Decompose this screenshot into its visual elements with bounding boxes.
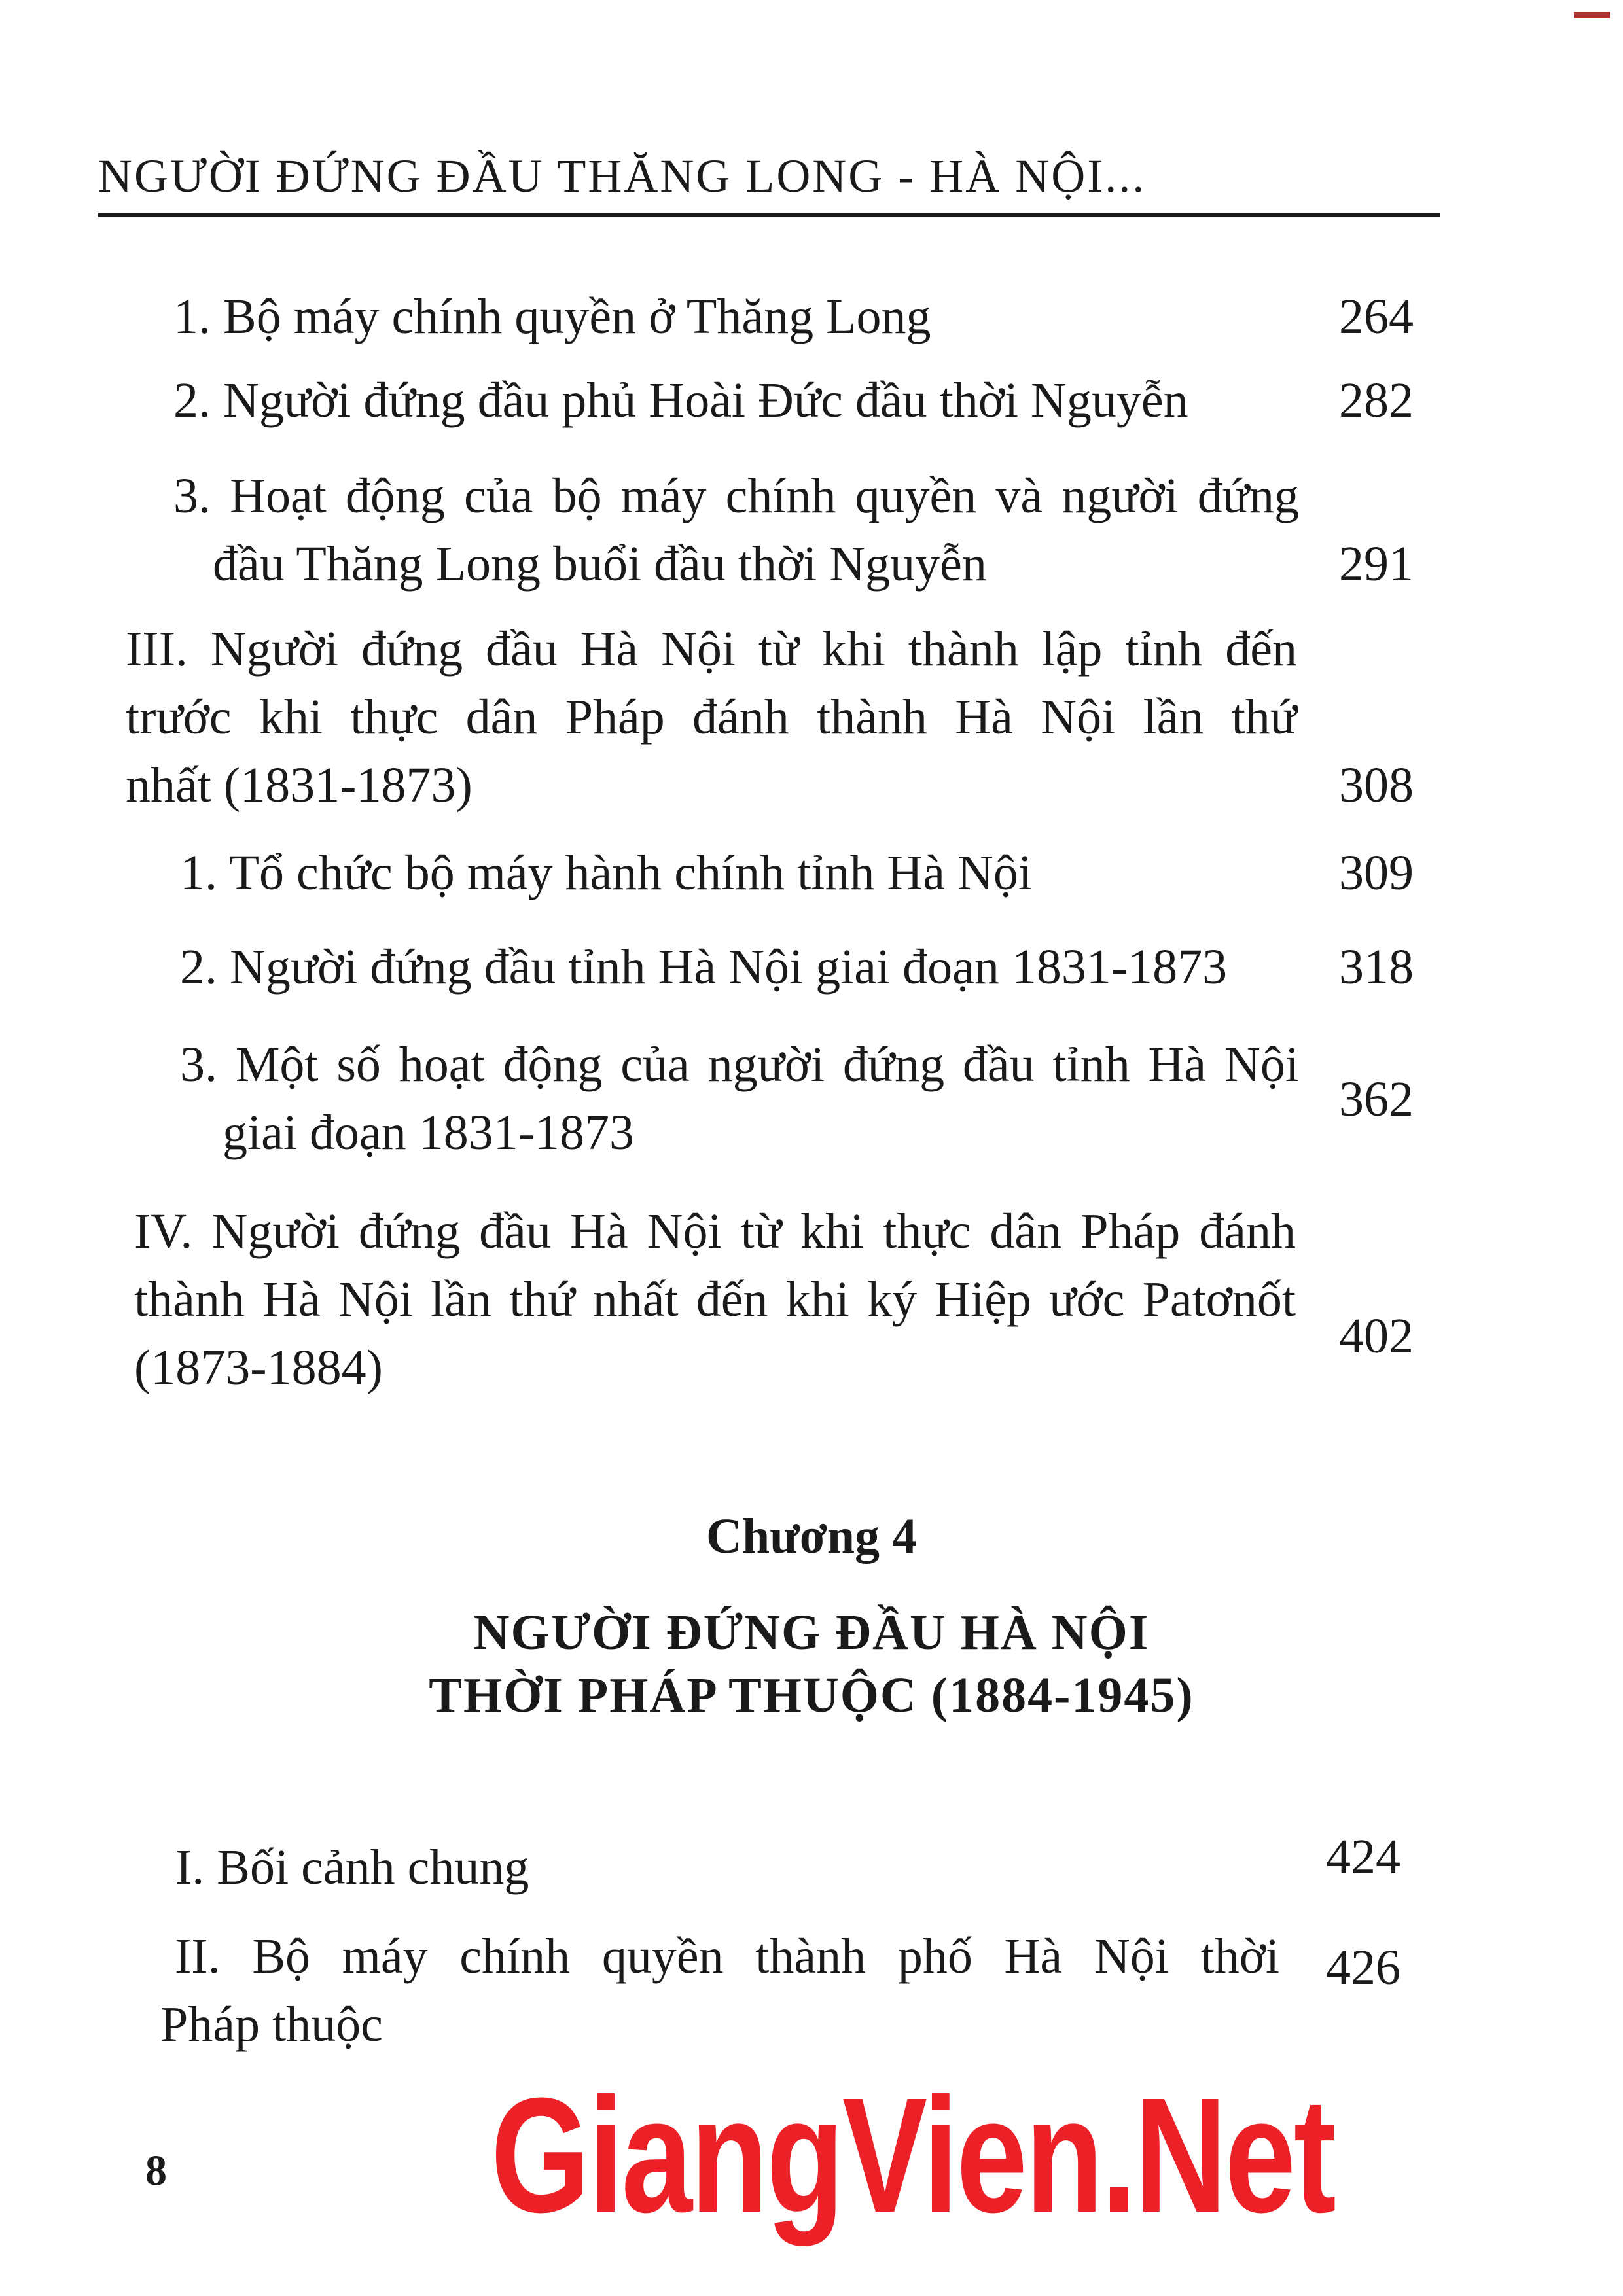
toc-entry-text: 2. Người đứng đầu phủ Hoài Đức đầu thời Nguyễn [173, 373, 1188, 428]
toc-page-number: 308 [1339, 758, 1414, 813]
toc-page-number: 362 [1339, 1072, 1414, 1127]
toc-page-number: 309 [1339, 845, 1414, 900]
toc-page-number: 291 [1339, 537, 1414, 592]
toc-entry [180, 1031, 1299, 1167]
toc-entry-text: I. Bối cảnh chung [175, 1840, 529, 1895]
toc-entry [173, 366, 1188, 434]
chapter-title-line1: NGƯỜI ĐỨNG ĐẦU HÀ NỘI [473, 1605, 1150, 1660]
page-number: 8 [145, 2147, 167, 2195]
toc-page-number: 402 [1339, 1309, 1414, 1364]
toc-entry-text: Pháp thuộc [160, 1997, 383, 2052]
toc-page-number: 426 [1326, 1940, 1400, 1995]
toc-entry-text: IV. Người đứng đầu Hà Nội từ khi thực dân Pháp đánh [134, 1204, 1296, 1259]
toc-entry-text: giai đoạn 1831-1873 [223, 1105, 635, 1160]
toc-page-number: 424 [1326, 1829, 1400, 1884]
toc-entry [126, 615, 1297, 819]
toc-entry [180, 933, 1227, 1001]
header-rule [98, 213, 1440, 217]
toc-entry [180, 839, 1032, 907]
toc-entry-text: 3. Hoạt động của bộ máy chính quyền và người đứng [173, 468, 1299, 523]
toc-entry-text: III. Người đứng đầu Hà Nội từ khi thành lập tỉnh đến [126, 622, 1297, 677]
toc-entry [173, 462, 1299, 598]
toc-entry [173, 283, 931, 351]
toc-entry [175, 1833, 529, 1901]
toc-entry [134, 1197, 1296, 1402]
toc-entry-text: thành Hà Nội lần thứ nhất đến khi ký Hiệp ước Patơnốt [134, 1272, 1296, 1327]
toc-entry-text: 3. Một số hoạt động của người đứng đầu tỉnh Hà Nội [180, 1037, 1299, 1092]
toc-entry [160, 1922, 1279, 2058]
toc-entry-text: nhất (1831-1873) [126, 758, 473, 813]
toc-page-number: 282 [1339, 373, 1414, 428]
running-head: NGƯỜI ĐỨNG ĐẦU THĂNG LONG - HÀ NỘI... [98, 150, 1147, 202]
toc-entry-text: đầu Thăng Long buổi đầu thời Nguyễn [213, 537, 987, 592]
toc-entry-text: 1. Bộ máy chính quyền ở Thăng Long [173, 289, 931, 344]
chapter-label: Chương 4 [705, 1509, 918, 1564]
watermark: GiangVien.Net [491, 2064, 1334, 2246]
chapter-title-line2: THỜI PHÁP THUỘC (1884-1945) [429, 1668, 1194, 1723]
toc-entry-text: (1873-1884) [134, 1340, 383, 1395]
toc-entry-text: II. Bộ máy chính quyền thành phố Hà Nội thời [175, 1929, 1279, 1984]
toc-entry-text: trước khi thực dân Pháp đánh thành Hà Nội lần thứ [126, 690, 1297, 745]
toc-page-number: 318 [1339, 940, 1414, 995]
toc-entry-text: 2. Người đứng đầu tỉnh Hà Nội giai đoạn 1831-1873 [180, 940, 1228, 995]
toc-page-number: 264 [1339, 289, 1414, 344]
toc-entry-text: 1. Tổ chức bộ máy hành chính tỉnh Hà Nội [180, 845, 1032, 900]
corner-mark [1574, 12, 1610, 18]
